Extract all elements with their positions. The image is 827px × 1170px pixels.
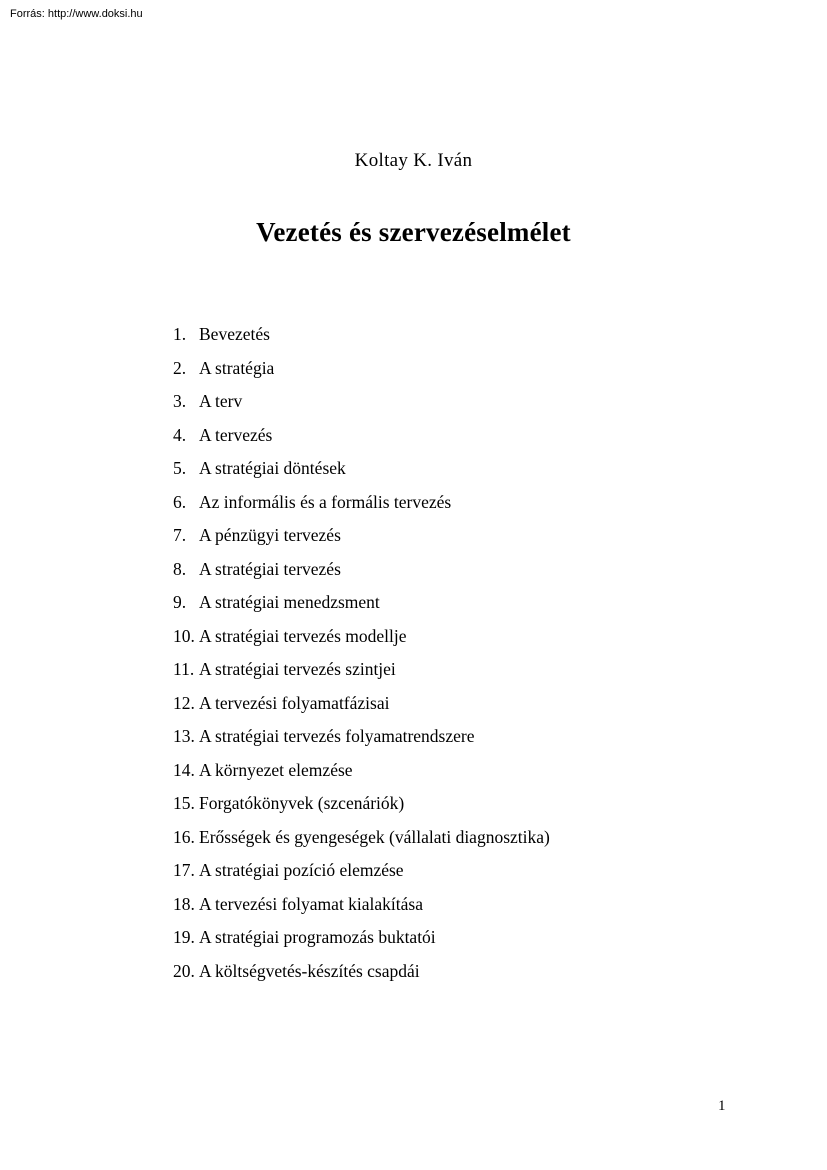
- list-item-number: 16.: [173, 826, 195, 847]
- list-item-label: A stratégiai tervezés modellje: [199, 625, 407, 646]
- list-item-label: A stratégia: [199, 357, 275, 378]
- list-item: [173, 492, 733, 526]
- list-item-label: A környezet elemzése: [199, 759, 353, 780]
- list-item-label: A tervezési folyamatfázisai: [199, 692, 390, 713]
- document-title: Vezetés és szervezéselmélet: [256, 217, 571, 247]
- list-item-number: 18.: [173, 893, 195, 914]
- list-item-label: A stratégiai tervezés folyamatrendszere: [199, 726, 475, 746]
- list-item: [173, 894, 733, 928]
- list-item: [173, 425, 733, 459]
- author-name: Koltay K. Iván: [354, 150, 473, 171]
- list-item-number: 3.: [173, 391, 187, 411]
- page-number: 1: [718, 1098, 726, 1114]
- list-item-number: 6.: [173, 491, 187, 512]
- list-item-label: A költségvetés-készítés csapdái: [199, 960, 420, 981]
- list-item-label: A stratégiai tervezés szintjei: [199, 659, 396, 679]
- list-item-number: 9.: [173, 592, 187, 612]
- list-item-number: 4.: [173, 424, 187, 445]
- list-item: [173, 458, 733, 492]
- list-item-label: A tervezési folyamat kialakítása: [199, 893, 424, 914]
- list-item-label: A stratégiai pozíció elemzése: [199, 860, 404, 880]
- list-item-label: A pénzügyi tervezés: [199, 525, 341, 545]
- list-item-number: 7.: [173, 525, 187, 545]
- list-item-label: Az informális és a formális tervezés: [199, 491, 452, 512]
- list-item-number: 19.: [173, 927, 195, 947]
- list-item-label: A stratégiai menedzsment: [199, 592, 380, 612]
- list-item: [173, 592, 733, 626]
- list-item-number: 10.: [173, 625, 195, 646]
- list-item: [173, 358, 733, 392]
- list-item: [173, 559, 733, 593]
- list-item-number: 11.: [173, 659, 195, 679]
- list-item: [173, 726, 733, 760]
- list-item-number: 8.: [173, 558, 187, 579]
- list-item-label: Bevezetés: [199, 324, 270, 344]
- list-item-number: 2.: [173, 357, 187, 378]
- list-item: [173, 793, 733, 827]
- list-item-number: 20.: [173, 960, 195, 981]
- list-item-label: A terv: [199, 391, 243, 411]
- list-item: [173, 860, 733, 894]
- list-item: [173, 961, 733, 995]
- list-item-number: 15.: [173, 793, 195, 813]
- list-item-label: A tervezés: [199, 424, 273, 445]
- list-item: [173, 827, 733, 861]
- list-item: [173, 324, 733, 358]
- list-item-number: 1.: [173, 324, 187, 344]
- list-item: [173, 693, 733, 727]
- list-item-number: 14.: [173, 759, 195, 780]
- list-item-number: 17.: [173, 860, 195, 880]
- list-item: [173, 626, 733, 660]
- list-item-label: A stratégiai döntések: [199, 458, 346, 478]
- table-of-contents: [173, 324, 733, 994]
- list-item-label: Erősségek és gyengeségek (vállalati diagnosztika): [199, 826, 550, 847]
- list-item: [173, 760, 733, 794]
- source-note: Forrás: http://www.doksi.hu: [10, 8, 143, 20]
- list-item: [173, 391, 733, 425]
- list-item-number: 12.: [173, 692, 195, 713]
- list-item-number: 13.: [173, 726, 195, 746]
- list-item: [173, 659, 733, 693]
- list-item: [173, 927, 733, 961]
- list-item-label: Forgatókönyvek (szcenáriók): [199, 793, 405, 813]
- list-item-number: 5.: [173, 458, 187, 478]
- list-item: [173, 525, 733, 559]
- list-item-label: A stratégiai programozás buktatói: [199, 927, 436, 947]
- list-item-label: A stratégiai tervezés: [199, 558, 341, 579]
